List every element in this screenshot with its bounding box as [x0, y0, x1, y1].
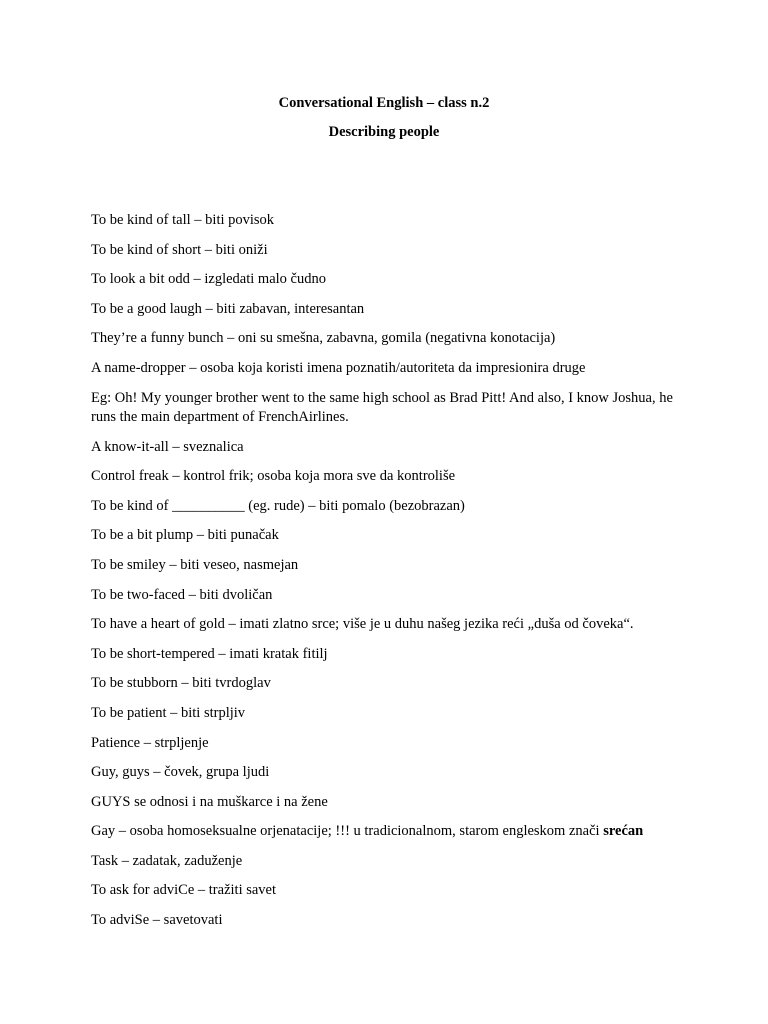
vocabulary-entry: To ask for adviCe – tražiti savet: [91, 882, 277, 899]
vocabulary-entry-text: Gay – osoba homoseksualne orjenatacije; !!! u tradicionalnom, starom engleskom znači: [91, 823, 604, 840]
vocabulary-entry: To adviSe – savetovati: [91, 912, 223, 929]
vocabulary-entry: Task – zadatak, zaduženje: [91, 852, 243, 869]
example-paragraph: Eg: Oh! My younger brother went to the same high school as Brad Pitt! And also, I know Joshua, he runs the main department of FrenchAirlines.: [91, 389, 677, 425]
vocabulary-entry: GUYS se odnosi i na muškarce i na žene: [91, 793, 328, 810]
vocabulary-list: [91, 211, 691, 941]
emphasis-word: srećan: [603, 823, 644, 840]
vocabulary-entry: A know-it-all – sveznalica: [91, 438, 244, 455]
vocabulary-entry: A name-dropper – osoba koja koristi imena poznatih/autoriteta da impresionira druge: [91, 359, 586, 376]
vocabulary-entry: To have a heart of gold – imati zlatno srce; više je u duhu našeg jezika reći „duša od čoveka“.: [91, 616, 634, 633]
vocabulary-entry: Control freak – kontrol frik; osoba koja mora sve da kontroliše: [91, 468, 456, 485]
document-subtitle: Describing people: [328, 124, 440, 140]
vocabulary-entry: To be kind of tall – biti povisok: [91, 212, 275, 228]
vocabulary-entry: To be short-tempered – imati kratak fitilj: [91, 645, 328, 662]
vocabulary-entry: To be smiley – biti veseo, nasmejan: [91, 556, 299, 573]
vocabulary-entry: To be patient – biti strpljiv: [91, 704, 246, 721]
vocabulary-entry: To be a bit plump – biti punačak: [91, 527, 279, 544]
vocabulary-entry-gay: [91, 822, 691, 841]
vocabulary-entry: To look a bit odd – izgledati malo čudno: [91, 271, 326, 288]
vocabulary-entry: Patience – strpljenje: [91, 734, 209, 751]
vocabulary-entry: To be kind of short – biti oniži: [91, 241, 268, 258]
vocabulary-entry: To be kind of __________ (eg. rude) – biti pomalo (bezobrazan): [91, 497, 465, 514]
vocabulary-entry: To be two-faced – biti dvoličan: [91, 586, 273, 603]
vocabulary-entry: They’re a funny bunch – oni su smešna, zabavna, gomila (negativna konotacija): [91, 330, 556, 347]
document-title: Conversational English – class n.2: [278, 95, 490, 111]
vocabulary-entry: To be a good laugh – biti zabavan, interesantan: [91, 300, 365, 317]
vocabulary-entry: To be stubborn – biti tvrdoglav: [91, 675, 271, 692]
vocabulary-entry: Guy, guys – čovek, grupa ljudi: [91, 764, 270, 781]
